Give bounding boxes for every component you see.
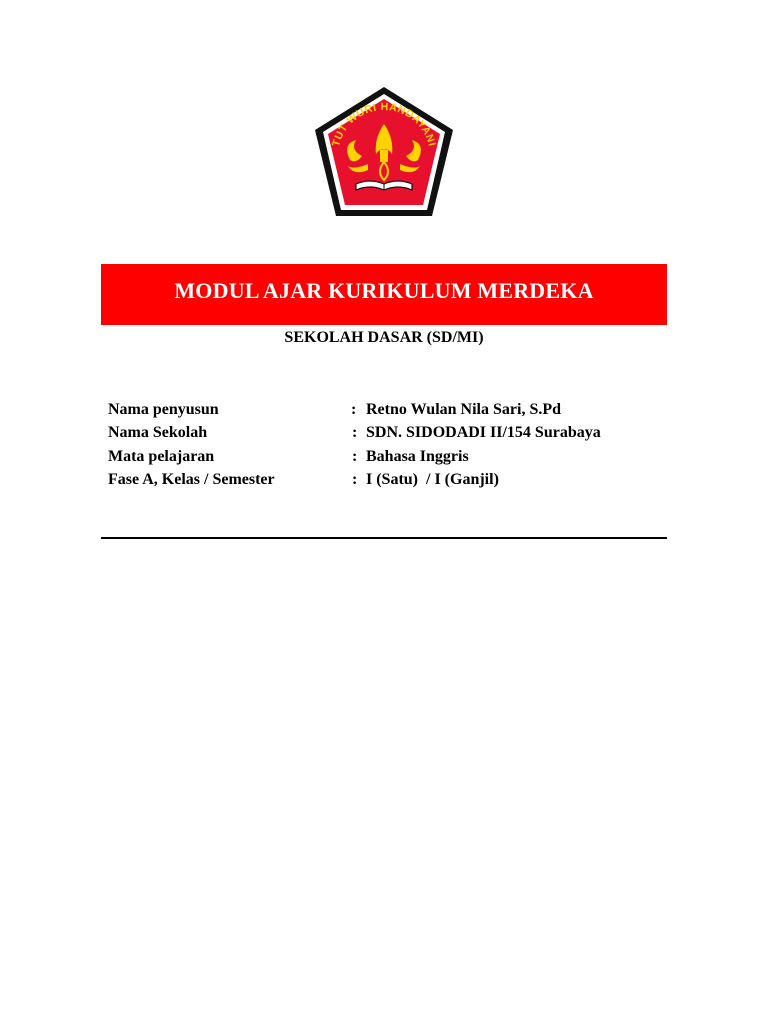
logo-graphic [310, 84, 458, 222]
info-row-subject [108, 445, 668, 468]
flame-icon [380, 162, 388, 180]
document-title: MODUL AJAR KURIKULUM MERDEKA [174, 278, 594, 303]
tut-wuri-handayani-logo [310, 84, 458, 222]
info-list [108, 398, 668, 491]
torch-stem [380, 150, 388, 162]
title-banner [101, 264, 667, 325]
info-label: Nama penyusun [108, 401, 219, 418]
info-value: Bahasa Inggris [366, 447, 469, 465]
info-colon: : [352, 470, 358, 488]
logo-motto: TUT WURI HANDAYANI [330, 100, 438, 148]
info-value: Retno Wulan Nila Sari, S.Pd [366, 401, 562, 418]
document-subtitle: SEKOLAH DASAR (SD/MI) [284, 329, 484, 346]
info-row-author [108, 398, 668, 421]
info-value: SDN. SIDODADI II/154 Surabaya [366, 424, 601, 442]
info-row-school [108, 421, 668, 444]
divider-line [101, 537, 667, 539]
info-row-phase-class-semester [108, 468, 668, 491]
info-colon: : [352, 447, 358, 465]
info-colon: : [351, 401, 357, 418]
info-label: Mata pelajaran [108, 447, 215, 465]
info-label: Fase A, Kelas / Semester [108, 470, 275, 488]
info-value: I (Satu) / I (Ganjil) [366, 470, 499, 488]
info-label: Nama Sekolah [108, 424, 208, 442]
info-colon: : [352, 424, 358, 442]
